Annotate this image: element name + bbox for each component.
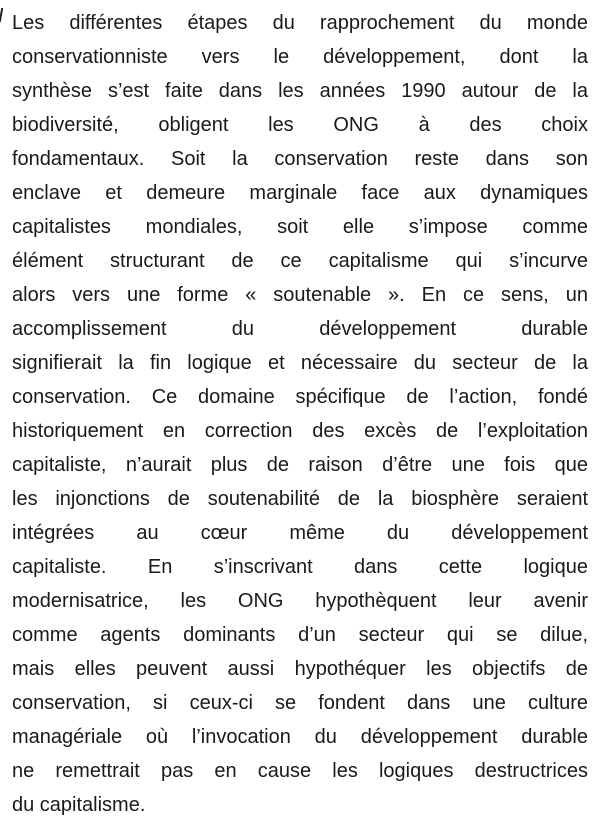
paragraph-line: enclave et demeure marginale face aux dynamiques xyxy=(12,182,588,204)
paragraph-line: signifierait la fin logique et nécessaire du secteur de la xyxy=(12,352,588,374)
paragraph-line: capitalistes mondiales, soit elle s’impose comme xyxy=(12,216,588,238)
margin-mark xyxy=(0,8,7,22)
paragraph-line: modernisatrice, les ONG hypothèquent leur avenir xyxy=(12,590,588,612)
paragraph-line: comme agents dominants d’un secteur qui se dilue, xyxy=(12,624,588,646)
paragraph-line: les injonctions de soutenabilité de la biosphère seraient xyxy=(12,488,588,510)
body-paragraph xyxy=(12,6,588,822)
paragraph-line: du capitalisme. xyxy=(12,794,146,816)
paragraph-line: conservation, si ceux-ci se fondent dans une culture xyxy=(12,692,588,714)
paragraph-line: managériale où l’invocation du développement durable xyxy=(12,726,588,748)
paragraph-line: élément structurant de ce capitalisme qui s’incurve xyxy=(12,250,588,272)
paragraph-line: intégrées au cœur même du développement xyxy=(12,522,588,544)
paragraph-line: historiquement en correction des excès de l’exploitation xyxy=(12,420,588,442)
paragraph-line: capitaliste, n’aurait plus de raison d’être une fois que xyxy=(12,454,588,476)
paragraph-line: alors vers une forme « soutenable ». En ce sens, un xyxy=(12,284,588,306)
paragraph-line: mais elles peuvent aussi hypothéquer les objectifs de xyxy=(12,658,588,680)
paragraph-line: conservation. Ce domaine spécifique de l’action, fondé xyxy=(12,386,588,408)
paragraph-line: fondamentaux. Soit la conservation reste dans son xyxy=(12,148,588,170)
paragraph-line: accomplissement du développement durable xyxy=(12,318,588,340)
paragraph-line: ne remettrait pas en cause les logiques destructrices xyxy=(12,760,588,782)
paragraph-line: conservationniste vers le développement, dont la xyxy=(12,46,588,68)
paragraph-line: capitaliste. En s’inscrivant dans cette logique xyxy=(12,556,588,578)
paragraph-line: Les différentes étapes du rapprochement du monde xyxy=(12,12,588,34)
paragraph-line: synthèse s’est faite dans les années 1990 autour de la xyxy=(12,80,588,102)
paragraph-line: biodiversité, obligent les ONG à des choix xyxy=(12,114,588,136)
